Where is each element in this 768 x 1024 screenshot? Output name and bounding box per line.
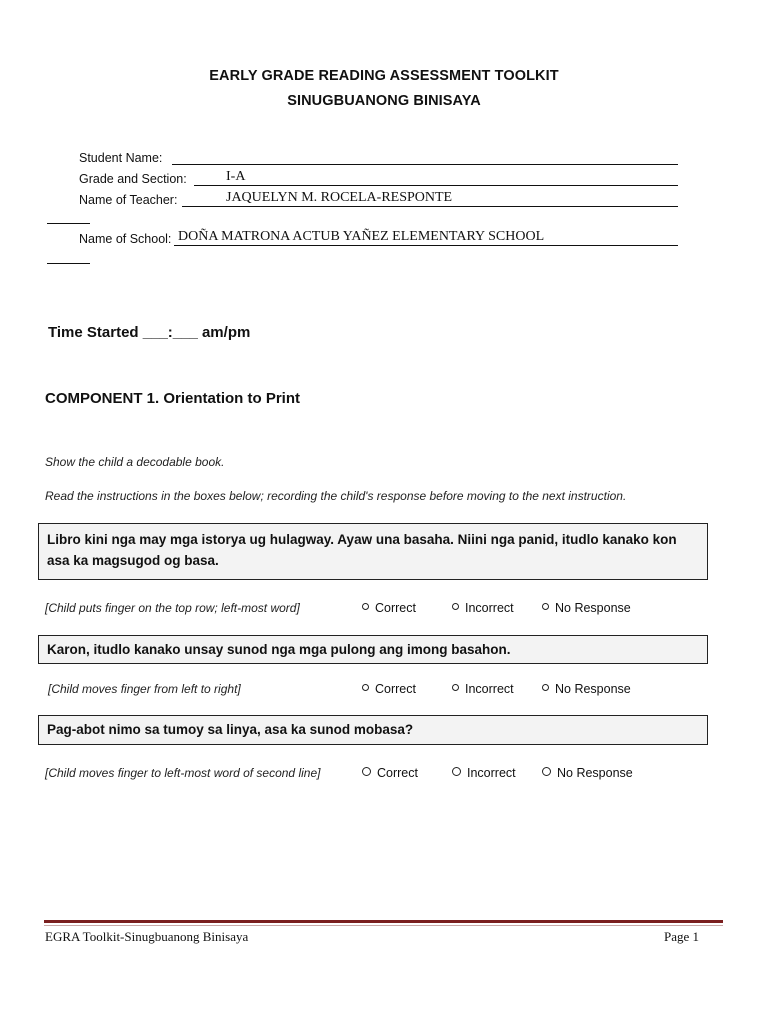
radio-circle-icon: [542, 767, 551, 776]
prompt-text-1: Libro kini nga may mga istorya ug hulagway. Ayaw una basaha. Niini nga panid, itudlo kanako kon asa ka magsugod og basa.: [47, 532, 677, 568]
prompt-box-2: [38, 635, 708, 664]
school-name-label: Name of School:: [79, 232, 172, 246]
teacher-name-line[interactable]: [182, 206, 678, 207]
footer-rule-thin: [44, 925, 723, 926]
teacher-name-line-continuation: [47, 223, 90, 224]
school-name-value: DOÑA MATRONA ACTUB YAÑEZ ELEMENTARY SCHOOL: [178, 229, 545, 244]
option-correct-2[interactable]: Correct: [362, 682, 416, 696]
option-incorrect-2[interactable]: Incorrect: [452, 682, 514, 696]
radio-circle-icon: [362, 767, 371, 776]
radio-circle-icon: [362, 603, 369, 610]
instruction-show-book: Show the child a decodable book.: [45, 455, 225, 469]
footer-left-text: EGRA Toolkit-Sinugbuanong Binisaya: [45, 929, 249, 944]
instruction-read-boxes: Read the instructions in the boxes below; recording the child's response before moving to the next instruction.: [45, 489, 627, 503]
document-subtitle: SINUGBUANONG BINISAYA: [287, 93, 481, 109]
option-incorrect-1[interactable]: Incorrect: [452, 601, 514, 615]
option-no-response-3[interactable]: No Response: [542, 766, 633, 780]
response-note-3: [Child moves finger to left-most word of second line]: [45, 766, 321, 780]
option-incorrect-3[interactable]: Incorrect: [452, 766, 516, 780]
radio-circle-icon: [542, 603, 549, 610]
school-name-line[interactable]: [174, 245, 678, 246]
option-no-response-2[interactable]: No Response: [542, 682, 631, 696]
grade-section-label: Grade and Section:: [79, 172, 187, 186]
page-number: Page 1: [664, 929, 700, 944]
option-correct-3[interactable]: Correct: [362, 766, 418, 780]
grade-section-value: I-A: [226, 169, 246, 184]
student-name-line[interactable]: [172, 164, 678, 165]
radio-circle-icon: [452, 603, 459, 610]
prompt-box-3: [38, 715, 708, 745]
prompt-box-1: [38, 523, 708, 580]
radio-circle-icon: [452, 767, 461, 776]
time-started-field[interactable]: Time Started ___:___ am/pm: [48, 324, 251, 341]
option-no-response-1[interactable]: No Response: [542, 601, 631, 615]
document-title: EARLY GRADE READING ASSESSMENT TOOLKIT: [209, 68, 559, 84]
teacher-name-value: JAQUELYN M. ROCELA-RESPONTE: [226, 190, 453, 205]
response-note-2: [Child moves finger from left to right]: [48, 682, 241, 696]
grade-section-line[interactable]: [194, 185, 678, 186]
radio-circle-icon: [362, 684, 369, 691]
teacher-name-label: Name of Teacher:: [79, 193, 178, 207]
prompt-text-2: Karon, itudlo kanako unsay sunod nga mga pulong ang imong basahon.: [47, 642, 511, 657]
footer-rule: [44, 920, 723, 923]
prompt-text-3: Pag-abot nimo sa tumoy sa linya, asa ka sunod mobasa?: [47, 722, 414, 737]
student-name-label: Student Name:: [79, 151, 163, 165]
component-heading: COMPONENT 1. Orientation to Print: [45, 390, 301, 407]
school-name-line-continuation: [47, 263, 90, 264]
radio-circle-icon: [542, 684, 549, 691]
response-note-1: [Child puts finger on the top row; left-most word]: [45, 601, 300, 615]
option-correct-1[interactable]: Correct: [362, 601, 416, 615]
radio-circle-icon: [452, 684, 459, 691]
